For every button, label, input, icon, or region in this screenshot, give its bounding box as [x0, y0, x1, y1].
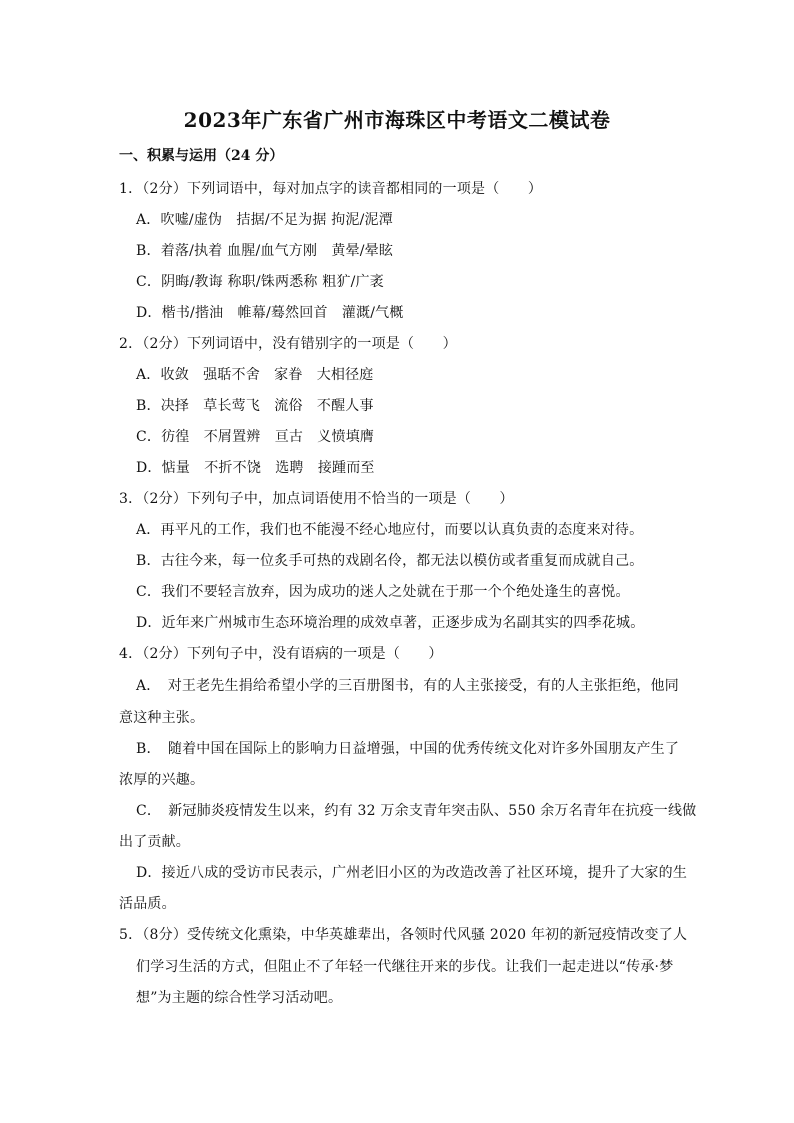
- question-2-option-c: C．彷徨 不屑置辨 亘古 义愤填膺: [136, 429, 375, 445]
- question-3-option-c: C．我们不要轻言放弃，因为成功的迷人之处就在于那一个个绝处逢生的喜悦。: [136, 584, 630, 600]
- question-1-option-c: C．阴晦/教诲 称职/铢两悉称 粗犷/广袤: [136, 274, 384, 290]
- section-heading: 一、积累与运用（24 分）: [119, 148, 284, 164]
- question-1-option-a: A．吹嘘/虚伪 拮据/不足为据 拘泥/泥潭: [136, 212, 393, 228]
- question-3-option-d: D．近年来广州城市生态环境治理的成效卓著，正逐步成为名副其实的四季花城。: [136, 615, 645, 631]
- question-5-stem-line2: 们学习生活的方式，但阻止不了年轻一代继往开来的步伐。让我们一起走进以“传承·梦: [136, 959, 674, 975]
- question-4-option-c-cont: 出了贡献。: [119, 834, 190, 850]
- question-1-option-d: D．楷书/揩油 帷幕/蓦然回首 灌溉/气概: [136, 305, 404, 321]
- question-2-option-b: B．决择 草长莺飞 流俗 不醒人事: [136, 398, 374, 414]
- question-4-option-b-cont: 浓厚的兴趣。: [119, 772, 205, 788]
- page-title: 2023年广东省广州市海珠区中考语文二模试卷: [183, 108, 611, 132]
- question-4-option-b: B． 随着中国在国际上的影响力日益增强，中国的优秀传统文化对许多外国朋友产生了: [136, 741, 680, 757]
- question-5-stem-line3: 想”为主题的综合性学习活动吧。: [136, 990, 343, 1006]
- question-4-option-a-cont: 意这种主张。: [119, 710, 205, 726]
- question-3-option-a: A．再平凡的工作，我们也不能漫不经心地应付，而要以认真负责的态度来对待。: [136, 522, 644, 538]
- question-4-stem: 4．（2分）下列句子中，没有语病的一项是（ ）: [119, 646, 443, 662]
- question-1-option-b: B．着落/执着 血腥/血气方刚 黄晕/晕眩: [136, 243, 394, 259]
- question-1-stem: 1．（2分）下列词语中，每对加点字的读音都相同的一项是（ ）: [119, 181, 543, 197]
- question-3-stem: 3．（2分）下列句子中，加点词语使用不恰当的一项是（ ）: [119, 491, 514, 507]
- question-2-option-d: D．惦量 不折不饶 选聘 接踵而至: [136, 460, 375, 476]
- question-4-option-d: D．接近八成的受访市民表示，广州老旧小区的为改造改善了社区环境，提升了大家的生: [136, 865, 688, 881]
- question-4-option-c: C． 新冠肺炎疫情发生以来，约有 32 万余支青年突击队、550 余万名青年在抗疫一线做: [136, 803, 697, 819]
- question-5-stem: 5．（8分）受传统文化熏染，中华英雄辈出，各领时代风骚 2020 年初的新冠疫情改变了人: [119, 927, 688, 943]
- question-4-option-a: A． 对王老先生捐给希望小学的三百册图书，有的人主张接受，有的人主张拒绝，他同: [136, 678, 679, 694]
- question-3-option-b: B．古往今来，每一位炙手可热的戏剧名伶，都无法以模仿或者重复而成就自己。: [136, 553, 644, 569]
- question-4-option-d-cont: 活品质。: [119, 896, 176, 912]
- question-2-option-a: A．收敛 强聒不舍 家眷 大相径庭: [136, 367, 374, 383]
- question-2-stem: 2．（2分）下列词语中，没有错别字的一项是（ ）: [119, 336, 457, 352]
